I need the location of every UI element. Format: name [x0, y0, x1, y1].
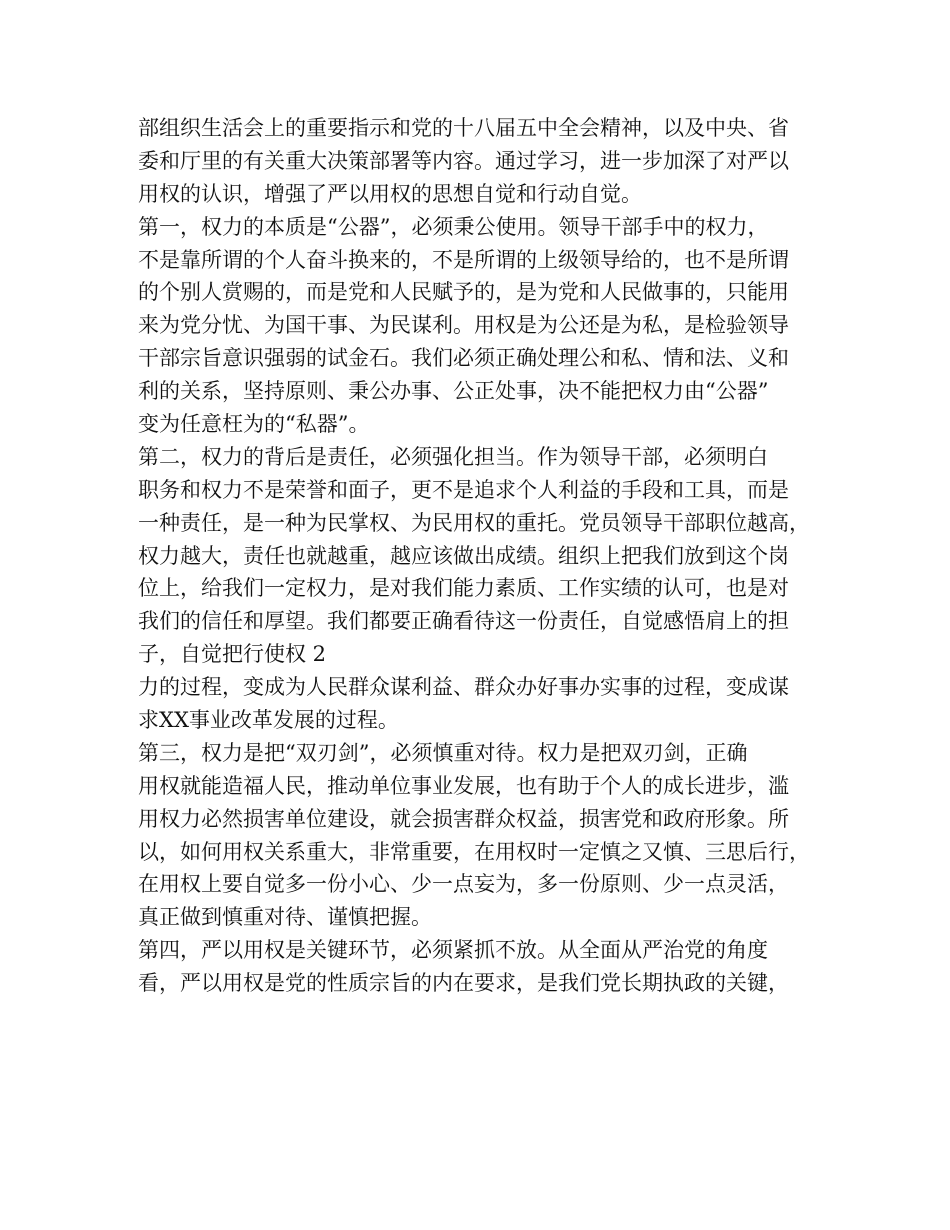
text-line: 求XX事业改革发展的过程。 [138, 708, 399, 733]
text-line: 第四，严以用权是关键环节，必须紧抓不放。从全面从严治党的角度 [138, 938, 768, 963]
text-line: 的个别人赏赐的，而是党和人民赋予的，是为党和人民做事的，只能用 [138, 280, 789, 305]
text-line: 部组织生活会上的重要指示和党的十八届五中全会精神，以及中央、省 [138, 116, 789, 140]
text-line: 第二，权力的背后是责任，必须强化担当。作为领导干部，必须明白 [138, 444, 768, 469]
text-line: 在用权上要自觉多一份小心、少一点妄为，多一份原则、少一点灵活， [138, 872, 789, 897]
text-line: 变为任意枉为的“私器”。 [138, 412, 370, 437]
text-line: 利的关系，坚持原则、秉公办事、公正处事，决不能把权力由“公器” [138, 379, 769, 404]
text-line: 真正做到慎重对待、谨慎把握。 [138, 905, 432, 930]
text-line: 以，如何用权关系重大，非常重要，在用权时一定慎之又慎、三思后行， [138, 839, 810, 864]
text-line: 用权力必然损害单位建设，就会损害群众权益，损害党和政府形象。所 [138, 806, 789, 831]
body-text [138, 112, 838, 1000]
text-line: 我们的信任和厚望。我们都要正确看待这一份责任，自觉感悟肩上的担 [138, 609, 789, 634]
text-line: 力的过程，变成为人民群众谋利益、群众办好事办实事的过程，变成谋 [138, 675, 789, 700]
text-line: 干部宗旨意识强弱的试金石。我们必须正确处理公和私、情和法、义和 [138, 346, 789, 371]
text-line: 用权的认识，增强了严以用权的思想自觉和行动自觉。 [138, 181, 642, 206]
text-line: 第三，权力是把“双刃剑”，必须慎重对待。权力是把双刃剑，正确 [138, 740, 748, 765]
text-line: 委和厅里的有关重大决策部署等内容。通过学习，进一步加深了对严以 [138, 148, 789, 173]
text-line: 职务和权力不是荣誉和面子，更不是追求个人利益的手段和工具，而是 [138, 477, 789, 502]
text-line: 权力越大，责任也就越重，越应该做出成绩。组织上把我们放到这个岗 [138, 543, 789, 568]
text-line: 用权就能造福人民，推动单位事业发展，也有助于个人的成长进步，滥 [138, 773, 789, 798]
text-line: 子，自觉把行使权 2 [138, 642, 327, 667]
text-line: 位上，给我们一定权力，是对我们能力素质、工作实绩的认可，也是对 [138, 576, 789, 601]
text-line: 一种责任，是一种为民掌权、为民用权的重托。党员领导干部职位越高， [138, 510, 810, 535]
text-line: 来为党分忧、为国干事、为民谋利。用权是为公还是为私，是检验领导 [138, 313, 789, 338]
text-line: 看，严以用权是党的性质宗旨的内在要求，是我们党长期执政的关键， [138, 971, 789, 996]
text-line: 不是靠所谓的个人奋斗换来的，不是所谓的上级领导给的，也不是所谓 [138, 247, 789, 272]
text-line: 第一，权力的本质是“公器”，必须秉公使用。领导干部手中的权力， [138, 214, 769, 239]
